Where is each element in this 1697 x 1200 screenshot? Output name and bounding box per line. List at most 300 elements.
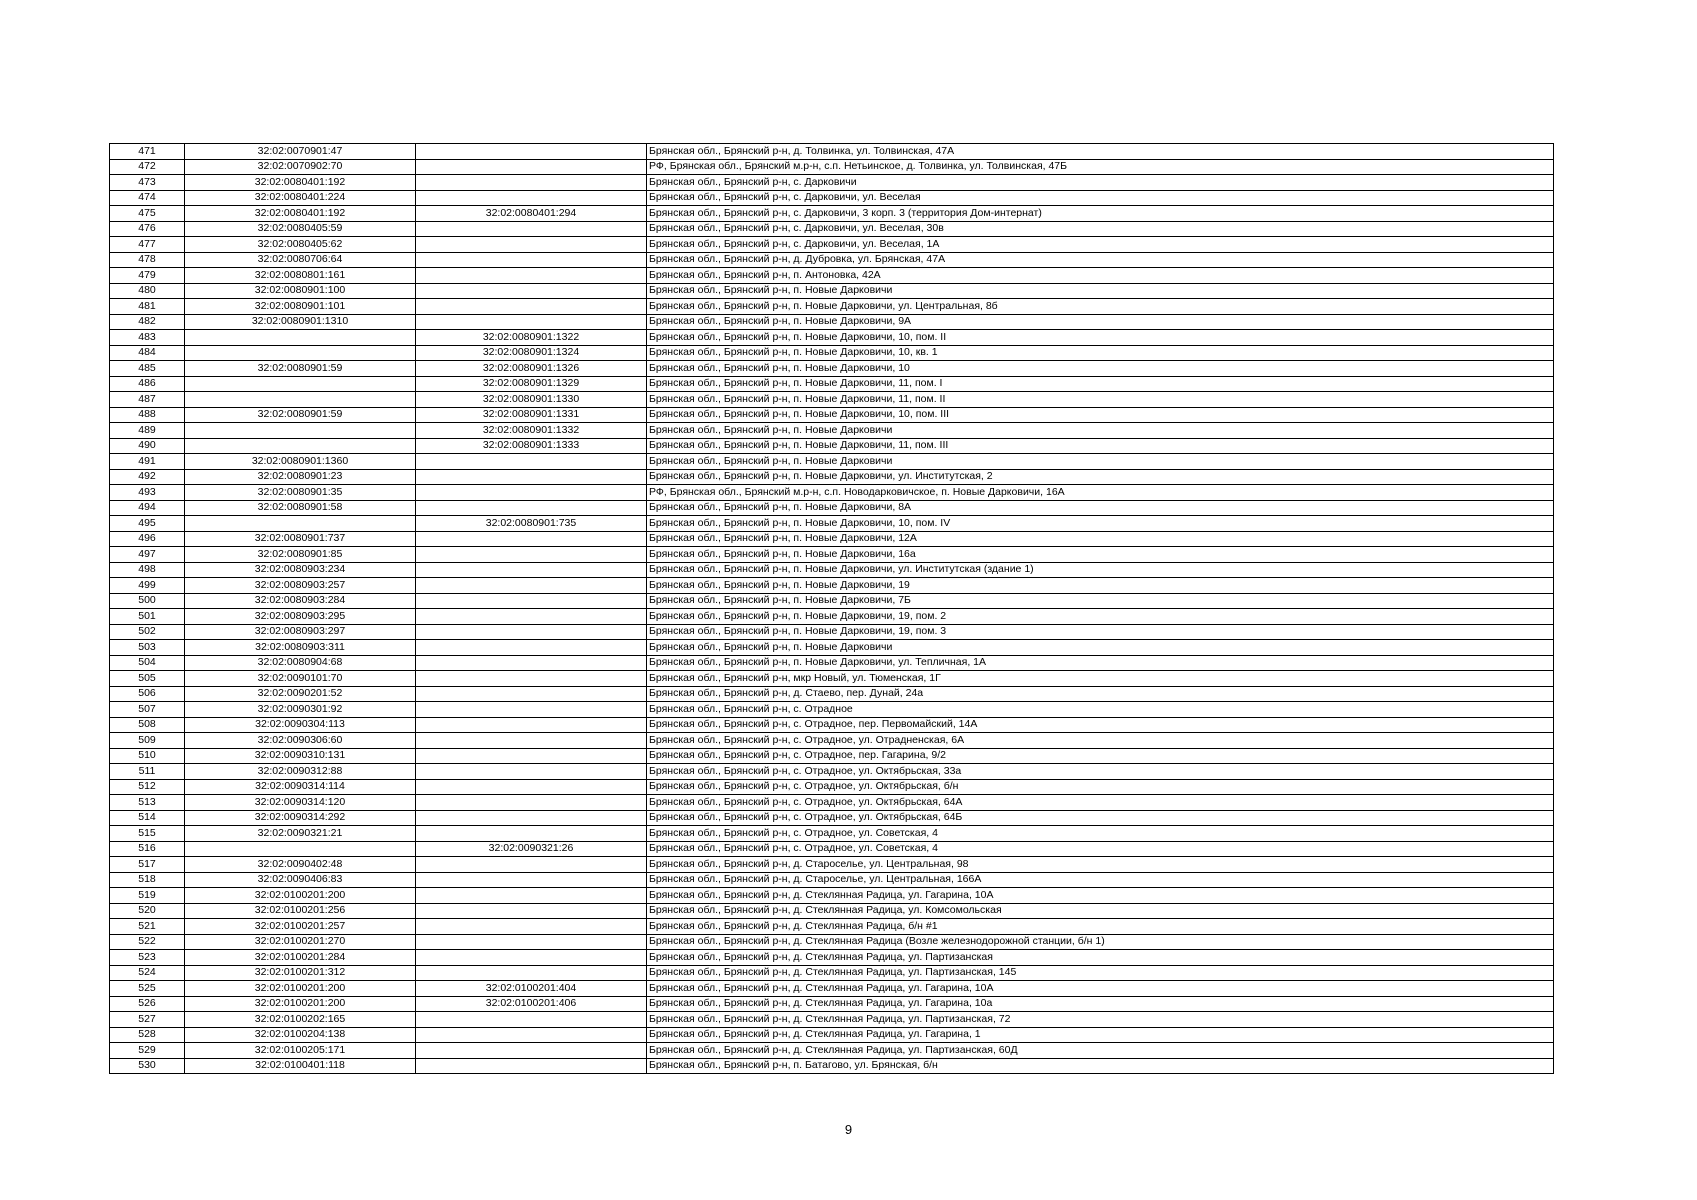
cadastral-number-cell: 32:02:0080401:224 (185, 190, 416, 206)
object-number-cell: 32:02:0080901:1326 (416, 361, 647, 377)
table-row (110, 857, 1554, 873)
table-row (110, 950, 1554, 966)
table-row (110, 1058, 1554, 1074)
row-number-cell: 526 (110, 996, 185, 1012)
row-number-cell: 517 (110, 857, 185, 873)
address-cell: Брянская обл., Брянский р-н, д. Староселье, ул. Центральная, 98 (647, 857, 1554, 873)
address-cell: Брянская обл., Брянский р-н, п. Новые Дарковичи, 7Б (647, 593, 1554, 609)
cadastral-number-cell: 32:02:0100201:256 (185, 903, 416, 919)
row-number-cell: 485 (110, 361, 185, 377)
table-row (110, 578, 1554, 594)
object-number-cell: 32:02:0090321:26 (416, 841, 647, 857)
row-number-cell: 503 (110, 640, 185, 656)
object-number-cell (416, 190, 647, 206)
row-number-cell: 515 (110, 826, 185, 842)
table-row (110, 190, 1554, 206)
object-number-cell (416, 144, 647, 160)
row-number-cell: 513 (110, 795, 185, 811)
cadastral-number-cell: 32:02:0080901:100 (185, 283, 416, 299)
object-number-cell (416, 547, 647, 563)
object-number-cell: 32:02:0080901:1332 (416, 423, 647, 439)
address-cell: Брянская обл., Брянский р-н, д. Стеклянная Радица, ул. Партизанская, 72 (647, 1012, 1554, 1028)
cadastral-number-cell: 32:02:0080901:59 (185, 407, 416, 423)
address-cell: Брянская обл., Брянский р-н, п. Новые Дарковичи, 12А (647, 531, 1554, 547)
table-row (110, 593, 1554, 609)
address-cell: Брянская обл., Брянский р-н, п. Новые Дарковичи, 11, пом. I (647, 376, 1554, 392)
address-cell: Брянская обл., Брянский р-н, п. Новые Дарковичи (647, 454, 1554, 470)
table-row (110, 454, 1554, 470)
address-cell: Брянская обл., Брянский р-н, п. Новые Дарковичи (647, 640, 1554, 656)
row-number-cell: 479 (110, 268, 185, 284)
cadastral-number-cell: 32:02:0100202:165 (185, 1012, 416, 1028)
object-number-cell (416, 686, 647, 702)
address-cell: Брянская обл., Брянский р-н, д. Стеклянная Радица, ул. Гагарина, 10А (647, 888, 1554, 904)
object-number-cell (416, 857, 647, 873)
table-row (110, 624, 1554, 640)
cadastral-number-cell: 32:02:0090314:114 (185, 779, 416, 795)
row-number-cell: 493 (110, 485, 185, 501)
object-number-cell (416, 826, 647, 842)
cadastral-number-cell: 32:02:0090101:70 (185, 671, 416, 687)
row-number-cell: 514 (110, 810, 185, 826)
cadastral-number-cell: 32:02:0080901:58 (185, 500, 416, 516)
object-number-cell (416, 283, 647, 299)
table-row (110, 206, 1554, 222)
object-number-cell: 32:02:0080901:735 (416, 516, 647, 532)
object-number-cell (416, 609, 647, 625)
table-row (110, 268, 1554, 284)
object-number-cell (416, 733, 647, 749)
table-row (110, 345, 1554, 361)
object-number-cell (416, 795, 647, 811)
address-cell: Брянская обл., Брянский р-н, п. Новые Дарковичи, ул. Институтская (здание 1) (647, 562, 1554, 578)
address-cell: Брянская обл., Брянский р-н, с. Отрадное, ул. Октябрьская, б/н (647, 779, 1554, 795)
cadastral-number-cell: 32:02:0080901:1360 (185, 454, 416, 470)
cadastral-number-cell: 32:02:0090402:48 (185, 857, 416, 873)
address-cell: Брянская обл., Брянский р-н, с. Дарковичи (647, 175, 1554, 191)
row-number-cell: 496 (110, 531, 185, 547)
address-cell: Брянская обл., Брянский р-н, п. Новые Дарковичи, 10, пом. II (647, 330, 1554, 346)
address-cell: Брянская обл., Брянский р-н, д. Стеклянная Радица, ул. Комсомольская (647, 903, 1554, 919)
cadastral-number-cell: 32:02:0100201:200 (185, 888, 416, 904)
cadastral-number-cell: 32:02:0080903:234 (185, 562, 416, 578)
cadastral-number-cell: 32:02:0080904:68 (185, 655, 416, 671)
table-row (110, 655, 1554, 671)
row-number-cell: 511 (110, 764, 185, 780)
table-row (110, 314, 1554, 330)
row-number-cell: 523 (110, 950, 185, 966)
address-cell: Брянская обл., Брянский р-н, д. Стеклянная Радица, ул. Гагарина, 1 (647, 1027, 1554, 1043)
object-number-cell: 32:02:0100201:404 (416, 981, 647, 997)
address-cell: Брянская обл., Брянский р-н, п. Новые Дарковичи, 11, пом. III (647, 438, 1554, 454)
address-cell: Брянская обл., Брянский р-н, с. Отрадное, пер. Гагарина, 9/2 (647, 748, 1554, 764)
object-number-cell (416, 469, 647, 485)
object-number-cell (416, 159, 647, 175)
cadastral-number-cell: 32:02:0080901:737 (185, 531, 416, 547)
address-cell: Брянская обл., Брянский р-н, д. Стеклянная Радица (Возле железнодорожной станции, б/н 1) (647, 934, 1554, 950)
object-number-cell (416, 702, 647, 718)
object-number-cell (416, 655, 647, 671)
table-row (110, 702, 1554, 718)
address-cell: Брянская обл., Брянский р-н, д. Дубровка, ул. Брянская, 47А (647, 252, 1554, 268)
object-number-cell (416, 175, 647, 191)
cadastral-number-cell: 32:02:0080901:59 (185, 361, 416, 377)
table-row (110, 237, 1554, 253)
table-row (110, 1043, 1554, 1059)
cadastral-number-cell: 32:02:0100201:200 (185, 996, 416, 1012)
table-row (110, 376, 1554, 392)
table-row (110, 175, 1554, 191)
row-number-cell: 499 (110, 578, 185, 594)
row-number-cell: 488 (110, 407, 185, 423)
table-row (110, 841, 1554, 857)
cadastral-number-cell: 32:02:0100205:171 (185, 1043, 416, 1059)
row-number-cell: 482 (110, 314, 185, 330)
table-row (110, 872, 1554, 888)
row-number-cell: 507 (110, 702, 185, 718)
object-number-cell (416, 237, 647, 253)
table-row (110, 469, 1554, 485)
row-number-cell: 476 (110, 221, 185, 237)
cadastral-number-cell: 32:02:0080706:64 (185, 252, 416, 268)
address-cell: Брянская обл., Брянский р-н, п. Антоновка, 42А (647, 268, 1554, 284)
address-cell: Брянская обл., Брянский р-н, п. Новые Дарковичи, 10, пом. IV (647, 516, 1554, 532)
object-number-cell (416, 872, 647, 888)
table-row (110, 547, 1554, 563)
row-number-cell: 483 (110, 330, 185, 346)
table-row (110, 438, 1554, 454)
address-cell: Брянская обл., Брянский р-н, с. Отрадное, ул. Октябрьская, 64Б (647, 810, 1554, 826)
cadastral-number-cell: 32:02:0090312:88 (185, 764, 416, 780)
row-number-cell: 484 (110, 345, 185, 361)
row-number-cell: 502 (110, 624, 185, 640)
address-cell: Брянская обл., Брянский р-н, п. Новые Дарковичи, 19, пом. 2 (647, 609, 1554, 625)
row-number-cell: 519 (110, 888, 185, 904)
address-cell: Брянская обл., Брянский р-н, п. Батагово, ул. Брянская, б/н (647, 1058, 1554, 1074)
table-row (110, 640, 1554, 656)
address-cell: Брянская обл., Брянский р-н, п. Новые Дарковичи, 10 (647, 361, 1554, 377)
cadastral-number-cell: 32:02:0080901:101 (185, 299, 416, 315)
cadastral-number-cell: 32:02:0100201:270 (185, 934, 416, 950)
object-number-cell (416, 640, 647, 656)
object-number-cell (416, 717, 647, 733)
address-cell: РФ, Брянская обл., Брянский м.р-н, с.п. Нетьинское, д. Толвинка, ул. Толвинская, 47Б (647, 159, 1554, 175)
address-cell: Брянская обл., Брянский р-н, п. Новые Дарковичи, ул. Институтская, 2 (647, 469, 1554, 485)
row-number-cell: 529 (110, 1043, 185, 1059)
cadastral-number-cell: 32:02:0080903:297 (185, 624, 416, 640)
object-number-cell (416, 500, 647, 516)
table-row (110, 252, 1554, 268)
object-number-cell (416, 578, 647, 594)
cadastral-number-cell: 32:02:0090201:52 (185, 686, 416, 702)
cadastral-number-cell: 32:02:0100201:312 (185, 965, 416, 981)
cadastral-number-cell: 32:02:0070902:70 (185, 159, 416, 175)
object-number-cell: 32:02:0100201:406 (416, 996, 647, 1012)
address-cell: Брянская обл., Брянский р-н, д. Стеклянная Радица, ул. Партизанская (647, 950, 1554, 966)
cadastral-number-cell (185, 841, 416, 857)
address-cell: РФ, Брянская обл., Брянский м.р-н, с.п. Новодарковичское, п. Новые Дарковичи, 16А (647, 485, 1554, 501)
object-number-cell (416, 221, 647, 237)
cadastral-number-cell: 32:02:0080901:1310 (185, 314, 416, 330)
cadastral-number-cell: 32:02:0090306:60 (185, 733, 416, 749)
object-number-cell (416, 314, 647, 330)
row-number-cell: 494 (110, 500, 185, 516)
address-cell: Брянская обл., Брянский р-н, с. Отрадное, ул. Советская, 4 (647, 826, 1554, 842)
row-number-cell: 520 (110, 903, 185, 919)
cadastral-number-cell: 32:02:0090314:292 (185, 810, 416, 826)
table-row (110, 1012, 1554, 1028)
cadastral-number-cell (185, 330, 416, 346)
address-cell: Брянская обл., Брянский р-н, с. Отрадное, пер. Первомайский, 14А (647, 717, 1554, 733)
cadastral-number-cell (185, 376, 416, 392)
table-row (110, 516, 1554, 532)
address-cell: Брянская обл., Брянский р-н, д. Толвинка, ул. Толвинская, 47А (647, 144, 1554, 160)
address-cell: Брянская обл., Брянский р-н, п. Новые Дарковичи, 16а (647, 547, 1554, 563)
cadastral-number-cell: 32:02:0080401:192 (185, 206, 416, 222)
address-cell: Брянская обл., Брянский р-н, п. Новые Дарковичи, ул. Центральная, 8б (647, 299, 1554, 315)
address-cell: Брянская обл., Брянский р-н, д. Стаево, пер. Дунай, 24а (647, 686, 1554, 702)
object-number-cell (416, 454, 647, 470)
row-number-cell: 486 (110, 376, 185, 392)
address-cell: Брянская обл., Брянский р-н, д. Стеклянная Радица, ул. Партизанская, 60Д (647, 1043, 1554, 1059)
address-cell: Брянская обл., Брянский р-н, п. Новые Дарковичи, 19 (647, 578, 1554, 594)
table-row (110, 671, 1554, 687)
cadastral-number-cell: 32:02:0100204:138 (185, 1027, 416, 1043)
object-number-cell: 32:02:0080901:1324 (416, 345, 647, 361)
address-cell: Брянская обл., Брянский р-н, д. Стеклянная Радица, ул. Гагарина, 10А (647, 981, 1554, 997)
table-row (110, 717, 1554, 733)
property-table (109, 143, 1554, 1074)
address-cell: Брянская обл., Брянский р-н, п. Новые Дарковичи, 11, пом. II (647, 392, 1554, 408)
table-row (110, 686, 1554, 702)
object-number-cell (416, 593, 647, 609)
object-number-cell (416, 764, 647, 780)
object-number-cell: 32:02:0080901:1333 (416, 438, 647, 454)
address-cell: Брянская обл., Брянский р-н, п. Новые Дарковичи, ул. Тепличная, 1А (647, 655, 1554, 671)
address-cell: Брянская обл., Брянский р-н, с. Дарковичи, ул. Веселая, 1А (647, 237, 1554, 253)
table-row (110, 810, 1554, 826)
row-number-cell: 528 (110, 1027, 185, 1043)
table-row (110, 221, 1554, 237)
object-number-cell (416, 934, 647, 950)
table-row (110, 283, 1554, 299)
row-number-cell: 527 (110, 1012, 185, 1028)
address-cell: Брянская обл., Брянский р-н, с. Отрадное, ул. Отрадненская, 6А (647, 733, 1554, 749)
table-row (110, 888, 1554, 904)
table-row (110, 407, 1554, 423)
row-number-cell: 474 (110, 190, 185, 206)
object-number-cell (416, 965, 647, 981)
cadastral-number-cell: 32:02:0080901:35 (185, 485, 416, 501)
row-number-cell: 498 (110, 562, 185, 578)
row-number-cell: 495 (110, 516, 185, 532)
row-number-cell: 510 (110, 748, 185, 764)
object-number-cell (416, 624, 647, 640)
object-number-cell (416, 531, 647, 547)
cadastral-number-cell: 32:02:0070901:47 (185, 144, 416, 160)
cadastral-number-cell: 32:02:0080903:311 (185, 640, 416, 656)
cadastral-number-cell: 32:02:0090406:83 (185, 872, 416, 888)
cadastral-number-cell: 32:02:0100401:118 (185, 1058, 416, 1074)
address-cell: Брянская обл., Брянский р-н, д. Староселье, ул. Центральная, 166А (647, 872, 1554, 888)
row-number-cell: 473 (110, 175, 185, 191)
address-cell: Брянская обл., Брянский р-н, п. Новые Дарковичи, 19, пом. 3 (647, 624, 1554, 640)
row-number-cell: 500 (110, 593, 185, 609)
object-number-cell (416, 1027, 647, 1043)
table-row (110, 996, 1554, 1012)
object-number-cell (416, 748, 647, 764)
row-number-cell: 490 (110, 438, 185, 454)
address-cell: Брянская обл., Брянский р-н, с. Отрадное (647, 702, 1554, 718)
cadastral-number-cell: 32:02:0090321:21 (185, 826, 416, 842)
row-number-cell: 509 (110, 733, 185, 749)
table-row (110, 159, 1554, 175)
address-cell: Брянская обл., Брянский р-н, с. Отрадное, ул. Октябрьская, 33а (647, 764, 1554, 780)
object-number-cell (416, 1058, 647, 1074)
address-cell: Брянская обл., Брянский р-н, с. Дарковичи, ул. Веселая (647, 190, 1554, 206)
cadastral-number-cell: 32:02:0080903:257 (185, 578, 416, 594)
row-number-cell: 508 (110, 717, 185, 733)
table-row (110, 795, 1554, 811)
address-cell: Брянская обл., Брянский р-н, п. Новые Дарковичи, 8А (647, 500, 1554, 516)
object-number-cell: 32:02:0080901:1331 (416, 407, 647, 423)
row-number-cell: 530 (110, 1058, 185, 1074)
object-number-cell (416, 671, 647, 687)
row-number-cell: 524 (110, 965, 185, 981)
cadastral-number-cell: 32:02:0100201:257 (185, 919, 416, 935)
object-number-cell (416, 903, 647, 919)
table-body (110, 144, 1554, 1074)
address-cell: Брянская обл., Брянский р-н, п. Новые Дарковичи, 9А (647, 314, 1554, 330)
page-number: 9 (844, 1122, 853, 1137)
row-number-cell: 504 (110, 655, 185, 671)
cadastral-number-cell: 32:02:0090314:120 (185, 795, 416, 811)
row-number-cell: 487 (110, 392, 185, 408)
table-row (110, 531, 1554, 547)
table-row (110, 299, 1554, 315)
object-number-cell: 32:02:0080901:1322 (416, 330, 647, 346)
address-cell: Брянская обл., Брянский р-н, мкр Новый, ул. Тюменская, 1Г (647, 671, 1554, 687)
row-number-cell: 516 (110, 841, 185, 857)
row-number-cell: 481 (110, 299, 185, 315)
object-number-cell (416, 779, 647, 795)
object-number-cell: 32:02:0080401:294 (416, 206, 647, 222)
object-number-cell (416, 810, 647, 826)
address-cell: Брянская обл., Брянский р-н, п. Новые Дарковичи (647, 423, 1554, 439)
row-number-cell: 497 (110, 547, 185, 563)
cadastral-number-cell: 32:02:0100201:200 (185, 981, 416, 997)
row-number-cell: 475 (110, 206, 185, 222)
table-row (110, 1027, 1554, 1043)
address-cell: Брянская обл., Брянский р-н, с. Дарковичи, ул. Веселая, 30в (647, 221, 1554, 237)
table-row (110, 965, 1554, 981)
row-number-cell: 505 (110, 671, 185, 687)
row-number-cell: 472 (110, 159, 185, 175)
cadastral-number-cell: 32:02:0080405:59 (185, 221, 416, 237)
object-number-cell (416, 252, 647, 268)
address-cell: Брянская обл., Брянский р-н, д. Стеклянная Радица, ул. Партизанская, 145 (647, 965, 1554, 981)
address-cell: Брянская обл., Брянский р-н, с. Отрадное, ул. Октябрьская, 64А (647, 795, 1554, 811)
address-cell: Брянская обл., Брянский р-н, п. Новые Дарковичи, 10, пом. III (647, 407, 1554, 423)
table-row (110, 609, 1554, 625)
row-number-cell: 501 (110, 609, 185, 625)
cadastral-number-cell: 32:02:0090310:131 (185, 748, 416, 764)
table-row (110, 144, 1554, 160)
row-number-cell: 512 (110, 779, 185, 795)
table-row (110, 330, 1554, 346)
row-number-cell: 521 (110, 919, 185, 935)
object-number-cell (416, 1043, 647, 1059)
table-row (110, 903, 1554, 919)
table-row (110, 485, 1554, 501)
cadastral-number-cell: 32:02:0090301:92 (185, 702, 416, 718)
object-number-cell (416, 919, 647, 935)
object-number-cell: 32:02:0080901:1329 (416, 376, 647, 392)
row-number-cell: 506 (110, 686, 185, 702)
row-number-cell: 478 (110, 252, 185, 268)
cadastral-number-cell (185, 345, 416, 361)
address-cell: Брянская обл., Брянский р-н, д. Стеклянная Радица, б/н #1 (647, 919, 1554, 935)
object-number-cell: 32:02:0080901:1330 (416, 392, 647, 408)
object-number-cell (416, 562, 647, 578)
address-cell: Брянская обл., Брянский р-н, д. Стеклянная Радица, ул. Гагарина, 10а (647, 996, 1554, 1012)
row-number-cell: 491 (110, 454, 185, 470)
cadastral-number-cell: 32:02:0080903:295 (185, 609, 416, 625)
table-row (110, 826, 1554, 842)
row-number-cell: 477 (110, 237, 185, 253)
table-row (110, 733, 1554, 749)
cadastral-number-cell: 32:02:0080901:23 (185, 469, 416, 485)
object-number-cell (416, 299, 647, 315)
row-number-cell: 489 (110, 423, 185, 439)
address-cell: Брянская обл., Брянский р-н, с. Дарковичи, 3 корп. 3 (территория Дом-интернат) (647, 206, 1554, 222)
object-number-cell (416, 888, 647, 904)
table-row (110, 779, 1554, 795)
table-row (110, 500, 1554, 516)
table-row (110, 361, 1554, 377)
cadastral-number-cell: 32:02:0090304:113 (185, 717, 416, 733)
table-row (110, 562, 1554, 578)
object-number-cell (416, 485, 647, 501)
table-row (110, 919, 1554, 935)
table-row (110, 392, 1554, 408)
row-number-cell: 480 (110, 283, 185, 299)
address-cell: Брянская обл., Брянский р-н, с. Отрадное, ул. Советская, 4 (647, 841, 1554, 857)
table-row (110, 423, 1554, 439)
cadastral-number-cell: 32:02:0080901:85 (185, 547, 416, 563)
cadastral-number-cell: 32:02:0080405:62 (185, 237, 416, 253)
cadastral-number-cell (185, 392, 416, 408)
cadastral-number-cell: 32:02:0080903:284 (185, 593, 416, 609)
address-cell: Брянская обл., Брянский р-н, п. Новые Дарковичи (647, 283, 1554, 299)
table-row (110, 981, 1554, 997)
row-number-cell: 492 (110, 469, 185, 485)
row-number-cell: 525 (110, 981, 185, 997)
cadastral-number-cell (185, 423, 416, 439)
row-number-cell: 471 (110, 144, 185, 160)
address-cell: Брянская обл., Брянский р-н, п. Новые Дарковичи, 10, кв. 1 (647, 345, 1554, 361)
cadastral-number-cell (185, 438, 416, 454)
cadastral-number-cell: 32:02:0080401:192 (185, 175, 416, 191)
cadastral-number-cell (185, 516, 416, 532)
object-number-cell (416, 950, 647, 966)
table-row (110, 934, 1554, 950)
object-number-cell (416, 268, 647, 284)
table-row (110, 748, 1554, 764)
cadastral-number-cell: 32:02:0080801:161 (185, 268, 416, 284)
cadastral-number-cell: 32:02:0100201:284 (185, 950, 416, 966)
object-number-cell (416, 1012, 647, 1028)
